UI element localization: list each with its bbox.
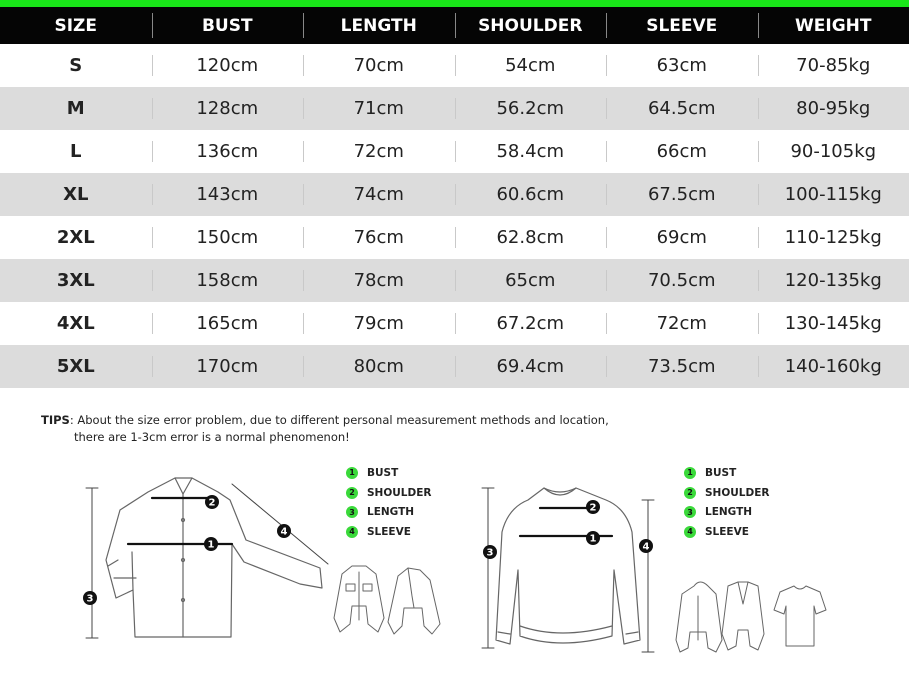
header-shoulder: SHOULDER bbox=[455, 7, 607, 44]
tshirt-icon bbox=[774, 586, 826, 646]
cell-weight: 90-105kg bbox=[758, 130, 909, 173]
legend-label: LENGTH bbox=[367, 506, 415, 519]
cell-sleeve: 69cm bbox=[606, 216, 758, 259]
cell-weight: 130-145kg bbox=[758, 302, 909, 345]
tips-label: TIPS bbox=[41, 413, 70, 427]
legend-number: 4 bbox=[684, 526, 696, 538]
cell-size: 5XL bbox=[0, 345, 152, 388]
cell-size: 4XL bbox=[56, 313, 95, 334]
cell-weight: 110-125kg bbox=[758, 216, 909, 259]
cell-shoulder: 65cm bbox=[455, 259, 607, 302]
cell-weight: 140-160kg bbox=[758, 345, 909, 388]
cell-bust: 165cm bbox=[152, 302, 304, 345]
cell-sleeve: 64.5cm bbox=[606, 87, 758, 130]
legend-number: 3 bbox=[684, 506, 696, 518]
legend-item-bust bbox=[346, 463, 431, 483]
header-bust: BUST bbox=[152, 7, 304, 44]
legend-sweater bbox=[684, 463, 769, 542]
cell-weight: 70-85kg bbox=[758, 44, 909, 87]
cell-length: 76cm bbox=[303, 216, 455, 259]
marker-bust-shirt: 1 bbox=[207, 539, 215, 551]
header-sleeve: SLEEVE bbox=[606, 7, 758, 44]
cell-bust: 120cm bbox=[152, 44, 304, 87]
legend-number: 2 bbox=[684, 487, 696, 499]
denim-jacket-icon bbox=[334, 566, 384, 632]
legend-label: LENGTH bbox=[705, 506, 753, 519]
legend-item-shoulder bbox=[684, 483, 769, 503]
legend-label: BUST bbox=[705, 466, 737, 479]
cell-shoulder: 56.2cm bbox=[455, 87, 607, 130]
cell-length: 80cm bbox=[303, 345, 455, 388]
tips-text-2: there are 1-3cm error is a normal phenomenon! bbox=[74, 430, 350, 444]
cell-length: 71cm bbox=[303, 87, 455, 130]
sweater-diagram-icon bbox=[496, 488, 640, 644]
cell-size: M bbox=[0, 87, 152, 130]
marker-length-shirt: 3 bbox=[86, 593, 94, 605]
marker-sleeve-shirt: 4 bbox=[280, 526, 288, 538]
legend-number: 1 bbox=[684, 467, 696, 479]
cell-bust: 128cm bbox=[152, 87, 304, 130]
blazer-icon bbox=[388, 568, 440, 634]
marker-length-sweater: 3 bbox=[486, 547, 494, 559]
cell-sleeve: 72cm bbox=[606, 302, 758, 345]
legend-label: SHOULDER bbox=[705, 486, 770, 499]
cell-sleeve: 66cm bbox=[606, 130, 758, 173]
cell-weight: 80-95kg bbox=[758, 87, 909, 130]
marker-shoulder-shirt: 2 bbox=[208, 497, 216, 509]
legend-label: BUST bbox=[367, 466, 399, 479]
legend-label: SLEEVE bbox=[705, 525, 749, 538]
cell-bust: 158cm bbox=[152, 259, 304, 302]
legend-item-bust bbox=[684, 463, 769, 483]
header-length: LENGTH bbox=[303, 7, 455, 44]
cell-size: XL bbox=[0, 173, 152, 216]
cell-shoulder: 69.4cm bbox=[455, 345, 607, 388]
header-weight: WEIGHT bbox=[758, 7, 909, 44]
cell-size: L bbox=[70, 141, 82, 162]
cell-shoulder: 58.4cm bbox=[455, 130, 607, 173]
cell-size: S bbox=[69, 55, 83, 76]
marker-shoulder-sweater: 2 bbox=[589, 502, 597, 514]
cell-sleeve: 67.5cm bbox=[606, 173, 758, 216]
cell-shoulder: 67.2cm bbox=[455, 302, 607, 345]
cell-bust: 170cm bbox=[152, 345, 304, 388]
legend-number: 2 bbox=[346, 487, 358, 499]
legend-number: 4 bbox=[346, 526, 358, 538]
cell-sleeve: 70.5cm bbox=[606, 259, 758, 302]
cell-length: 78cm bbox=[303, 259, 455, 302]
cell-weight: 100-115kg bbox=[758, 173, 909, 216]
cell-bust: 136cm bbox=[152, 130, 304, 173]
cell-size: 2XL bbox=[56, 227, 95, 248]
cell-shoulder: 60.6cm bbox=[455, 173, 607, 216]
legend-number: 3 bbox=[346, 506, 358, 518]
legend-label: SHOULDER bbox=[367, 486, 432, 499]
cell-bust: 150cm bbox=[152, 216, 304, 259]
marker-sleeve-sweater: 4 bbox=[642, 541, 650, 553]
legend-label: SLEEVE bbox=[367, 525, 411, 538]
cell-shoulder: 54cm bbox=[455, 44, 607, 87]
legend-item-length bbox=[346, 502, 431, 522]
header-size: SIZE bbox=[0, 7, 152, 44]
cell-length: 72cm bbox=[303, 130, 455, 173]
legend-item-sleeve bbox=[684, 522, 769, 542]
cell-length: 70cm bbox=[303, 44, 455, 87]
cell-bust: 143cm bbox=[152, 173, 304, 216]
cell-length: 74cm bbox=[303, 173, 455, 216]
legend-item-shoulder bbox=[346, 483, 431, 503]
legend-number: 1 bbox=[346, 467, 358, 479]
cell-shoulder: 62.8cm bbox=[455, 216, 607, 259]
cell-length: 79cm bbox=[303, 302, 455, 345]
hoodie-icon bbox=[676, 582, 722, 652]
legend-item-sleeve bbox=[346, 522, 431, 542]
legend-shirt bbox=[346, 463, 431, 542]
cell-size: 3XL bbox=[0, 259, 152, 302]
cell-sleeve: 73.5cm bbox=[606, 345, 758, 388]
cell-weight: 120-135kg bbox=[758, 259, 909, 302]
marker-bust-sweater: 1 bbox=[589, 533, 597, 545]
tips-text-1: : About the size error problem, due to different personal measurement methods and location, bbox=[69, 413, 609, 427]
cell-sleeve: 63cm bbox=[606, 44, 758, 87]
cardigan-icon bbox=[722, 582, 764, 650]
legend-item-length bbox=[684, 502, 769, 522]
